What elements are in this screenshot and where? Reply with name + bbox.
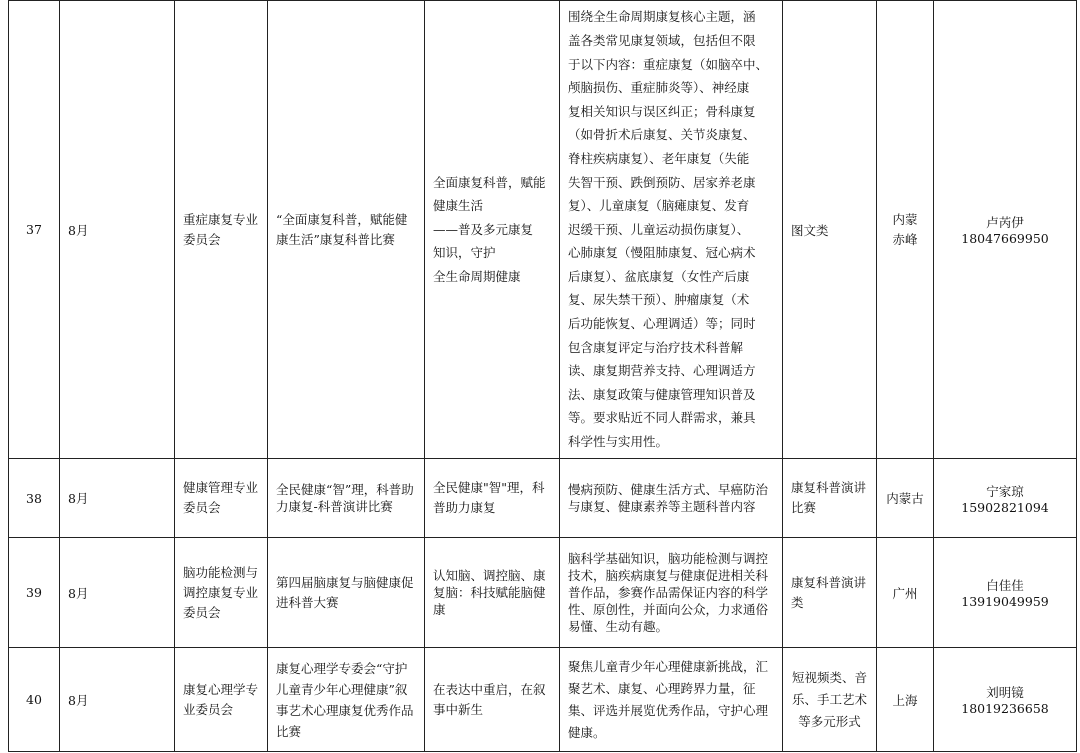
row-content: 聚焦儿童青少年心理健康新挑战，汇聚艺术、康复、心理跨界力量，征集、评选并展览优秀作品，守护心理健康。 xyxy=(560,648,783,752)
row-content xyxy=(560,1,783,459)
row-type: 康复科普演讲类 xyxy=(783,538,877,648)
content-line: 后康复）、盆底康复（女性产后康 xyxy=(568,268,750,284)
row-location: 上海 xyxy=(877,648,934,752)
row-event: “全面康复科普，赋能健康生活”康复科普比赛 xyxy=(268,1,425,459)
event-table xyxy=(8,0,1077,752)
row-type: 短视频类、音乐、手工艺术等多元形式 xyxy=(783,648,877,752)
table-row xyxy=(9,459,1077,538)
location-line: 赤峰 xyxy=(892,231,918,247)
location-line: 内蒙 xyxy=(892,211,918,227)
content-line: 于以下内容：重症康复（如脑卒中、 xyxy=(568,56,769,72)
content-line: 复相关知识与误区纠正；骨科康复 xyxy=(568,103,756,119)
table-row xyxy=(9,1,1077,459)
row-committee: 康复心理学专业委员会 xyxy=(175,648,268,752)
content-line: 迟缓干预、儿童运动损伤康复）、 xyxy=(568,221,750,237)
row-theme: 全民健康"智"理，科普助力康复 xyxy=(425,459,560,538)
table-row xyxy=(9,648,1077,752)
row-month: 8月 xyxy=(60,648,175,752)
content-line: 复、尿失禁干预）、肿瘤康复（术 xyxy=(568,292,750,308)
row-content: 慢病预防、健康生活方式、早癌防治与康复、健康素养等主题科普内容 xyxy=(560,459,783,538)
row-contact: 刘明镜 18019236658 xyxy=(934,648,1077,752)
content-line: 复）、儿童康复（脑瘫康复、发育 xyxy=(568,198,750,214)
row-type: 图文类 xyxy=(783,1,877,459)
row-month: 8月 xyxy=(60,538,175,648)
row-committee: 脑功能检测与调控康复专业委员会 xyxy=(175,538,268,648)
content-line: 等。要求贴近不同人群需求，兼具 xyxy=(568,410,756,426)
row-number: 37 xyxy=(9,1,60,459)
row-month: 8月 xyxy=(60,1,175,459)
table-row xyxy=(9,538,1077,648)
row-contact: 宁家琼 15902821094 xyxy=(934,459,1077,538)
content-line: 法、康复政策与健康管理知识普及 xyxy=(568,386,756,402)
theme-line: 知识，守护 xyxy=(433,245,496,261)
content-line: 盖各类常见康复领域，包括但不限 xyxy=(568,32,756,48)
row-location xyxy=(877,1,934,459)
row-content: 脑科学基础知识，脑功能检测与调控技术，脑疾病康复与健康促进相关科普作品，参赛作品需保证内容的科学性、原创性，并面向公众，力求通俗易懂、生动有趣。 xyxy=(560,538,783,648)
content-line: 颅脑损伤、重症肺炎等）、神经康 xyxy=(568,80,750,96)
row-committee: 健康管理专业委员会 xyxy=(175,459,268,538)
row-event: 第四届脑康复与脑健康促进科普大赛 xyxy=(268,538,425,648)
theme-line: 全生命周期健康 xyxy=(433,268,521,284)
theme-line: 健康生活 xyxy=(433,198,484,214)
content-line: 读、康复期营养支持、心理调适方 xyxy=(568,363,756,379)
row-location: 广州 xyxy=(877,538,934,648)
content-line: 科学性与实用性。 xyxy=(568,434,669,450)
content-line: 脊柱疾病康复）、老年康复（失能 xyxy=(568,150,750,166)
row-event: 全民健康“智”理，科普助力康复-科普演讲比赛 xyxy=(268,459,425,538)
row-contact: 白佳佳 13919049959 xyxy=(934,538,1077,648)
content-line: （如骨折术后康复、关节炎康复、 xyxy=(568,127,756,143)
row-number: 38 xyxy=(9,459,60,538)
theme-line: 全面康复科普，赋能 xyxy=(433,174,546,190)
row-contact: 卢芮伊 18047669950 xyxy=(934,1,1077,459)
content-line: 围绕全生命周期康复核心主题，涵 xyxy=(568,9,756,25)
row-type: 康复科普演讲比赛 xyxy=(783,459,877,538)
row-theme: 在表达中重启，在叙事中新生 xyxy=(425,648,560,752)
content-line: 包含康复评定与治疗技术科普解 xyxy=(568,339,744,355)
content-line: 心肺康复（慢阻肺康复、冠心病术 xyxy=(568,245,756,261)
row-theme: 认知脑、调控脑、康复脑：科技赋能脑健康 xyxy=(425,538,560,648)
row-committee: 重症康复专业委员会 xyxy=(175,1,268,459)
row-event: 康复心理学专委会“守护儿童青少年心理健康”叙事艺术心理康复优秀作品比赛 xyxy=(268,648,425,752)
row-month: 8月 xyxy=(60,459,175,538)
row-number: 39 xyxy=(9,538,60,648)
content-line: 失智干预、跌倒预防、居家养老康 xyxy=(568,174,756,190)
theme-line: ——普及多元康复 xyxy=(433,221,534,237)
content-line: 后功能恢复、心理调适）等；同时 xyxy=(568,316,756,332)
row-number: 40 xyxy=(9,648,60,752)
row-location: 内蒙古 xyxy=(877,459,934,538)
row-theme xyxy=(425,1,560,459)
